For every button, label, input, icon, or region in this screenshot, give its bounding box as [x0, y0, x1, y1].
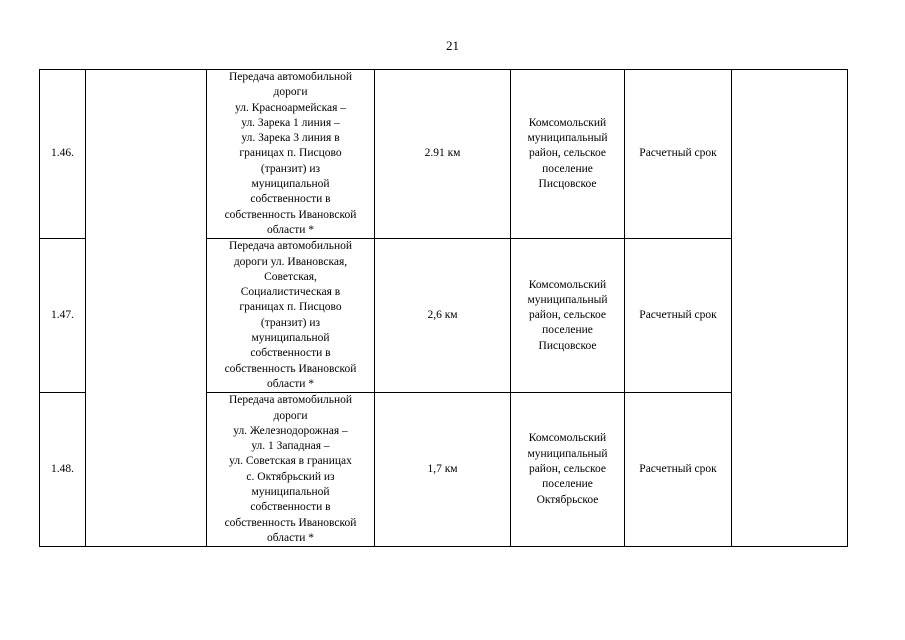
length-cell: 2,6 км	[375, 239, 511, 393]
location-line: поселение	[542, 324, 593, 337]
term-cell: Расчетный срок	[625, 70, 732, 239]
description-line: Социалистическая в	[240, 286, 341, 299]
location-line: поселение	[542, 162, 593, 175]
description-line: границах п. Писцово	[239, 301, 342, 314]
description-line: дороги	[273, 86, 308, 99]
location-cell	[511, 239, 625, 393]
location-line: Писцовское	[538, 178, 597, 191]
description-line: области *	[266, 377, 315, 390]
description-line: области *	[266, 223, 315, 236]
description-line: ул. Советская в границах	[229, 455, 352, 468]
location-cell	[511, 393, 625, 547]
description-line: ул. Зарека 3 линия в	[241, 132, 340, 145]
description-line: ул. Красноармейская –	[234, 101, 347, 114]
description-line: с. Октябрьский из	[246, 470, 335, 483]
location-line: Комсомольский	[528, 278, 607, 291]
location-line: район, сельское	[528, 147, 607, 160]
description-line: Передача автомобильной	[228, 71, 353, 83]
location-line: район, сельское	[528, 309, 607, 322]
description-cell	[207, 70, 375, 239]
location-line: район, сельское	[528, 463, 607, 476]
location-line: Комсомольский	[528, 432, 607, 445]
location-cell	[511, 70, 625, 239]
description-line: границах п. Писцово	[239, 147, 342, 160]
location-line: муниципальный	[527, 132, 608, 145]
description-line: собственность Ивановской	[224, 208, 357, 221]
row-number-cell: 1.46.	[40, 70, 86, 239]
description-line: муниципальной	[251, 486, 330, 499]
location-line: Комсомольский	[528, 116, 607, 129]
blank-merged-cell	[86, 70, 207, 547]
term-cell: Расчетный срок	[625, 393, 732, 547]
table-row	[40, 70, 848, 239]
description-line: собственности в	[250, 501, 331, 514]
description-line: ул. Железнодорожная –	[233, 424, 348, 437]
row-number-cell: 1.47.	[40, 239, 86, 393]
description-line: области *	[266, 531, 315, 544]
location-line: Октябрьское	[536, 493, 599, 506]
term-cell: Расчетный срок	[625, 239, 732, 393]
description-line: собственность Ивановской	[224, 516, 357, 529]
length-cell: 2.91 км	[375, 70, 511, 239]
page-number: 21	[446, 38, 459, 53]
description-line: Передача автомобильной	[228, 240, 353, 253]
location-line: поселение	[542, 478, 593, 491]
location-line: Писцовское	[538, 339, 597, 352]
length-cell: 1,7 км	[375, 393, 511, 547]
description-line: (транзит) из	[260, 316, 321, 329]
row-number-cell: 1.48.	[40, 393, 86, 547]
description-line: Передача автомобильной	[228, 394, 353, 407]
description-line: собственность Ивановской	[224, 362, 357, 375]
description-line: дороги ул. Ивановская,	[233, 255, 348, 268]
description-line: собственности в	[250, 193, 331, 206]
location-line: муниципальный	[527, 447, 608, 460]
description-line: (транзит) из	[260, 162, 321, 175]
description-cell	[207, 393, 375, 547]
description-cell	[207, 239, 375, 393]
description-line: муниципальной	[251, 332, 330, 345]
description-line: ул. Зарека 1 линия –	[241, 116, 340, 129]
location-line: муниципальный	[527, 293, 608, 306]
description-line: Советская,	[264, 270, 317, 283]
description-line: собственности в	[250, 347, 331, 360]
blank-merged-cell	[732, 70, 848, 547]
description-line: дороги	[273, 409, 308, 422]
description-line: муниципальной	[251, 178, 330, 191]
description-line: ул. 1 Западная –	[251, 440, 330, 453]
road-transfer-table	[39, 69, 848, 547]
